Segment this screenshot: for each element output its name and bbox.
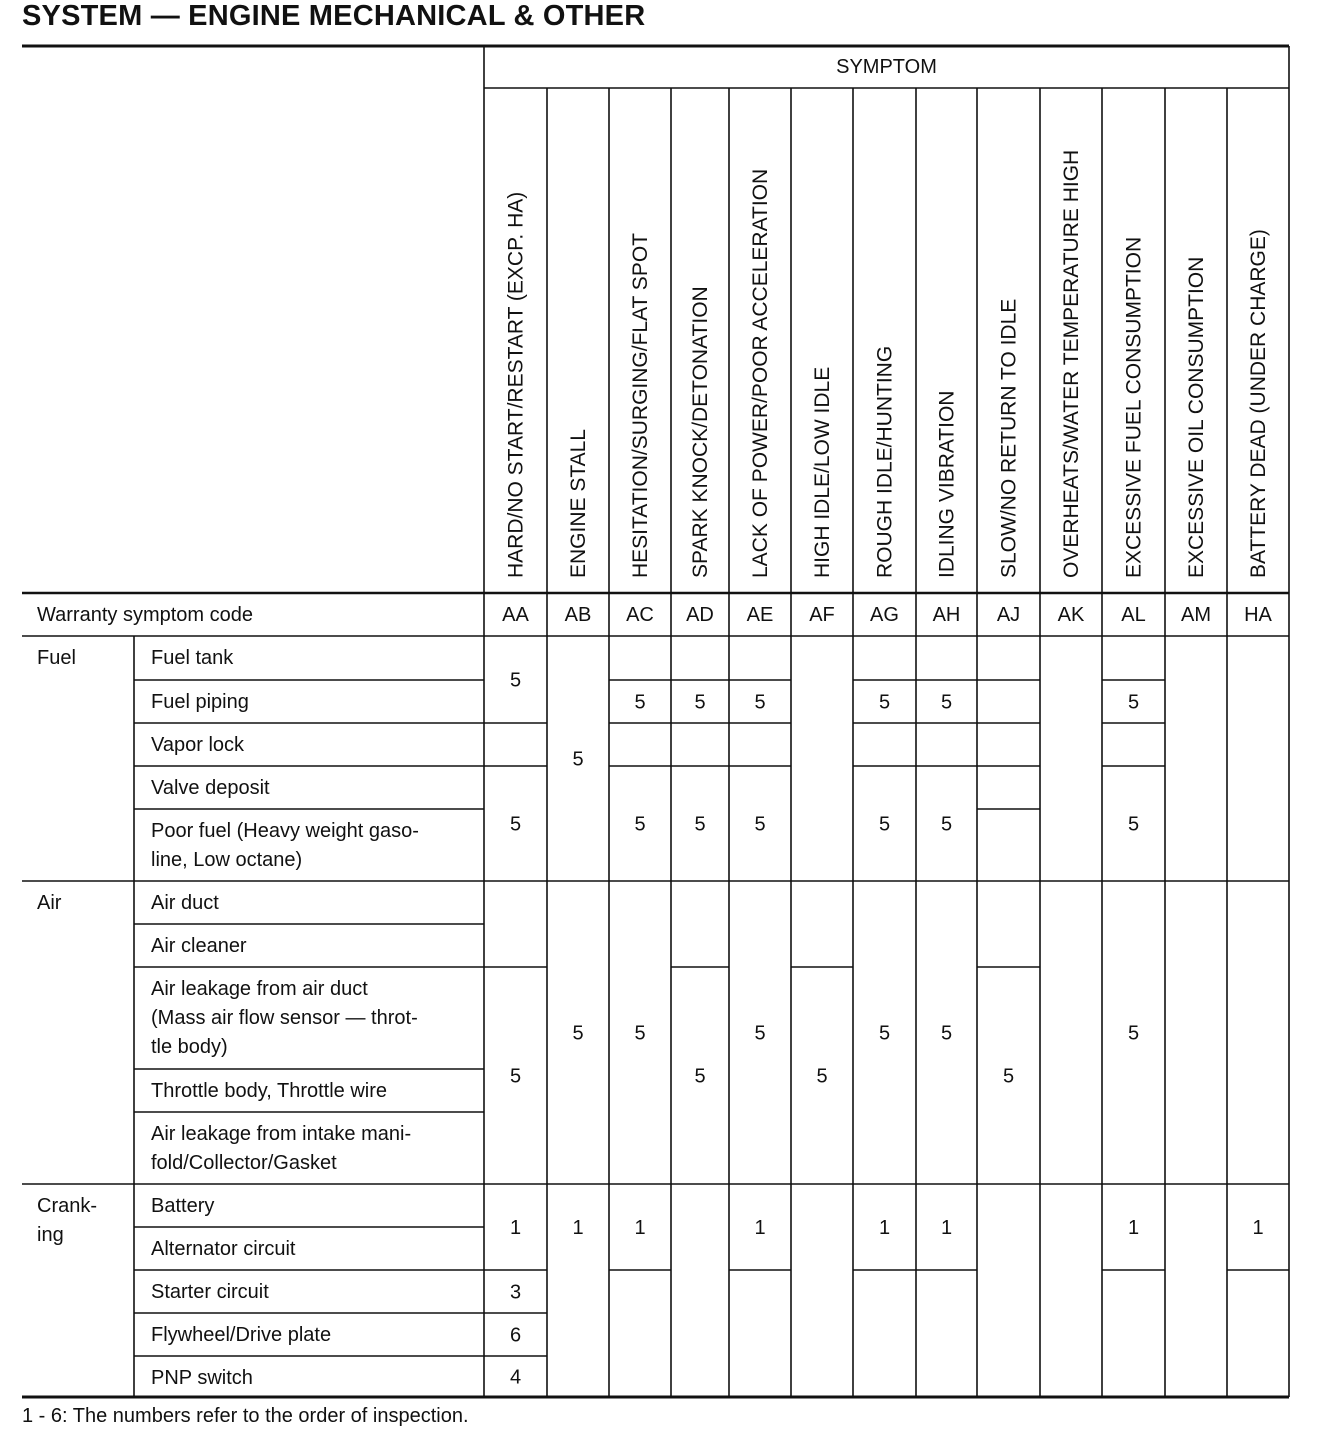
inspection-order-value: 1: [1127, 1217, 1140, 1239]
symptom-code: AA: [502, 604, 529, 626]
inspection-order-value: 1: [754, 1217, 766, 1239]
item-label: Vapor lock: [151, 734, 245, 756]
inspection-order-value: 1: [940, 1217, 953, 1239]
inspection-order-value: 5: [694, 1065, 706, 1088]
inspection-order-value: 5: [816, 1065, 828, 1088]
symptom-label: SPARK KNOCK/DETONATION: [689, 286, 712, 578]
symptom-code: HA: [1244, 604, 1272, 626]
inspection-order-value: 5: [509, 813, 522, 836]
footnote: 1 - 6: The numbers refer to the order of inspection.: [22, 1405, 469, 1427]
item-label: PNP switch: [151, 1367, 253, 1389]
item-label: Air leakage from intake mani-: [151, 1123, 412, 1145]
symptom-label: EXCESSIVE FUEL CONSUMPTION: [1122, 236, 1146, 578]
inspection-order-value: 1: [509, 1217, 522, 1239]
inspection-order-value: 5: [694, 813, 706, 836]
item-label: Air duct: [151, 892, 219, 914]
inspection-order-value: 5: [1002, 1065, 1015, 1088]
symptom-header-label: SYMPTOM: [836, 56, 937, 78]
item-label: Battery: [151, 1195, 215, 1217]
inspection-order-value: 1: [878, 1217, 891, 1239]
symptom-code: AH: [932, 604, 961, 626]
symptom-code: AM: [1181, 604, 1211, 626]
item-label: (Mass air flow sensor — throt-: [151, 1007, 418, 1029]
symptom-label: EXCESSIVE OIL CONSUMPTION: [1185, 256, 1208, 578]
inspection-order-value: 5: [509, 1065, 522, 1088]
symptom-label: ENGINE STALL: [567, 429, 590, 578]
item-label: fold/Collector/Gasket: [151, 1152, 337, 1174]
item-label: Flywheel/Drive plate: [151, 1324, 332, 1346]
inspection-order-value: 5: [694, 691, 706, 714]
inspection-order-value: 5: [572, 1022, 584, 1045]
inspection-order-value: 5: [754, 1022, 766, 1045]
inspection-order-value: 5: [1127, 813, 1140, 836]
inspection-order-value: 5: [1127, 1022, 1140, 1045]
inspection-order-value: 5: [634, 813, 646, 836]
page-title: SYSTEM — ENGINE MECHANICAL & OTHER: [22, 0, 646, 32]
symptom-label: IDLING VIBRATION: [935, 390, 959, 578]
symptom-label: SLOW/NO RETURN TO IDLE: [997, 298, 1021, 578]
inspection-order-value: 5: [572, 748, 584, 771]
symptom-label: ROUGH IDLE/HUNTING: [873, 345, 897, 578]
inspection-order-value: 5: [940, 813, 953, 836]
item-label: Air cleaner: [151, 935, 247, 957]
symptom-label: HESITATION/SURGING/FLAT SPOT: [629, 233, 652, 578]
symptom-label: HIGH IDLE/LOW IDLE: [811, 366, 834, 578]
group-name: Crank-: [37, 1195, 98, 1217]
symptom-label: OVERHEATS/WATER TEMPERATURE HIGH: [1060, 149, 1083, 578]
item-label: Air leakage from air duct: [151, 978, 368, 1000]
symptom-code: AG: [870, 604, 899, 626]
inspection-order-value: 6: [509, 1324, 522, 1347]
group-name: Fuel: [37, 647, 76, 669]
symptom-code: AE: [746, 604, 774, 626]
item-label: line, Low octane): [151, 849, 303, 871]
symptom-code: AD: [686, 604, 714, 626]
item-label: Poor fuel (Heavy weight gaso-: [151, 820, 419, 842]
item-label: Fuel tank: [151, 647, 234, 669]
inspection-order-value: 5: [754, 813, 766, 836]
inspection-order-value: 5: [940, 1022, 953, 1045]
inspection-order-value: 1: [572, 1217, 584, 1239]
item-label: Valve deposit: [151, 777, 270, 799]
symptom-code: AF: [809, 604, 835, 626]
inspection-order-value: 1: [1252, 1217, 1264, 1239]
item-label: Throttle body, Throttle wire: [151, 1080, 388, 1102]
symptom-label: LACK OF POWER/POOR ACCELERATION: [749, 168, 772, 578]
item-label: tle body): [151, 1036, 228, 1058]
symptom-code: AB: [564, 604, 592, 626]
inspection-order-value: 5: [754, 691, 766, 714]
inspection-order-value: 5: [634, 691, 646, 714]
group-name: Air: [37, 892, 62, 914]
symptom-label: HARD/NO START/RESTART (EXCP. HA): [504, 191, 528, 578]
inspection-order-value: 5: [878, 1022, 891, 1045]
item-label: Fuel piping: [151, 691, 249, 713]
inspection-order-value: 5: [1127, 691, 1140, 714]
inspection-order-value: 5: [509, 669, 522, 692]
symptom-code: AK: [1057, 604, 1085, 626]
group-name: ing: [37, 1224, 64, 1246]
item-label: Alternator circuit: [151, 1238, 296, 1260]
inspection-order-value: 5: [940, 691, 953, 714]
symptom-code: AL: [1121, 604, 1146, 626]
warranty-code-label: Warranty symptom code: [37, 604, 253, 626]
symptom-code: AC: [626, 604, 654, 626]
symptom-label: BATTERY DEAD (UNDER CHARGE): [1247, 229, 1270, 578]
inspection-order-value: 3: [509, 1281, 522, 1304]
inspection-order-value: 5: [878, 691, 891, 714]
inspection-order-value: 1: [634, 1217, 646, 1239]
inspection-order-value: 4: [509, 1366, 522, 1389]
symptom-code: AJ: [996, 604, 1021, 626]
item-label: Starter circuit: [151, 1281, 269, 1303]
inspection-order-value: 5: [634, 1022, 646, 1045]
inspection-order-value: 5: [878, 813, 891, 836]
